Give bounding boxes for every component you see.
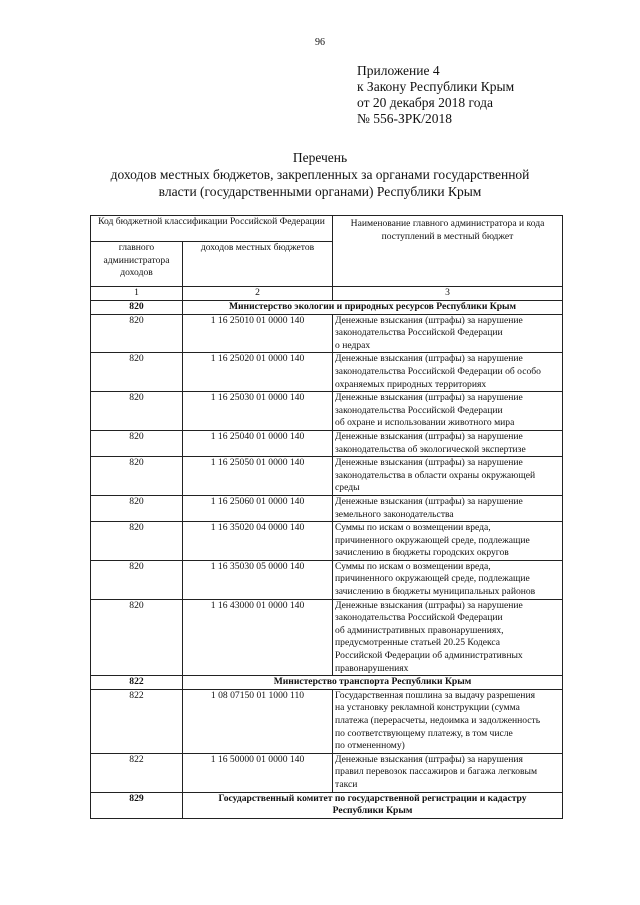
header-code-group: Код бюджетной классификации Российской Федерации [91, 216, 333, 242]
income-name-cell [333, 353, 563, 392]
appendix-block [357, 63, 514, 127]
income-name-line: Суммы по искам о возмещении вреда, [335, 560, 491, 572]
income-name-line: Российской Федерации об административных [335, 650, 523, 662]
table-row [91, 495, 563, 521]
income-name-cell [333, 314, 563, 353]
appendix-line: Приложение 4 [357, 63, 440, 78]
header-name: Наименование главного администратора и кода поступлений в местный бюджет [333, 216, 563, 287]
document-title [60, 149, 580, 200]
income-code-cell: 1 16 35020 04 0000 140 [183, 522, 333, 561]
income-name-line: Денежные взыскания (штрафы) за нарушения [335, 753, 523, 765]
admin-code-cell: 820 [91, 522, 183, 561]
income-name-line: причиненного окружающей среде, подлежащие [335, 573, 530, 585]
table-row [91, 353, 563, 392]
income-name-line: Денежные взыскания (штрафы) за нарушение [335, 314, 523, 326]
income-name-line: законодательства Российской Федерации [335, 612, 503, 624]
admin-code-cell: 820 [91, 314, 183, 353]
income-code-cell: 1 16 25010 01 0000 140 [183, 314, 333, 353]
income-name-cell [333, 689, 563, 753]
table-row [91, 689, 563, 753]
group-row [91, 792, 563, 818]
income-name-line: законодательства Российской Федерации об особо [335, 365, 541, 377]
group-name: Министерство экологии и природных ресурсов Республики Крым [183, 301, 563, 315]
table-row [91, 457, 563, 496]
admin-code-cell: 822 [91, 753, 183, 792]
income-name-line: правил перевозок пассажиров и багажа легковым [335, 766, 538, 778]
admin-code-cell: 822 [91, 689, 183, 753]
income-name-line: причиненного окружающей среде, подлежащие [335, 534, 530, 546]
income-name-line: правонарушениях [335, 662, 409, 674]
group-name [183, 792, 563, 818]
income-code-cell: 1 08 07150 01 1000 110 [183, 689, 333, 753]
header-admin: главного администратора доходов [91, 242, 183, 287]
income-name-cell [333, 392, 563, 431]
income-name-cell [333, 753, 563, 792]
admin-code-cell: 820 [91, 495, 183, 521]
title-line: Перечень [292, 150, 348, 165]
income-name-cell [333, 522, 563, 561]
group-code: 829 [91, 792, 183, 818]
income-name-line: такси [335, 778, 358, 790]
income-name-line: законодательства Российской Федерации [335, 404, 503, 416]
appendix-line: № 556-ЗРК/2018 [357, 111, 453, 126]
income-name-line: Суммы по искам о возмещении вреда, [335, 522, 491, 534]
table-row [91, 753, 563, 792]
income-name-line: по соответствующему платежу, в том числе [335, 727, 513, 739]
income-name-line: о недрах [335, 339, 371, 351]
table-row [91, 560, 563, 599]
income-name-line: Денежные взыскания (штрафы) за нарушение [335, 353, 523, 365]
income-code-cell: 1 16 25050 01 0000 140 [183, 457, 333, 496]
income-name-line: охраняемых природных территориях [335, 378, 487, 390]
income-code-cell: 1 16 25020 01 0000 140 [183, 353, 333, 392]
admin-code-cell: 820 [91, 599, 183, 676]
appendix-line: к Закону Республики Крым [357, 79, 515, 94]
income-name-line: Денежные взыскания (штрафы) за нарушение [335, 495, 523, 507]
income-table [90, 215, 563, 819]
income-code-cell: 1 16 25030 01 0000 140 [183, 392, 333, 431]
table-row [91, 599, 563, 676]
group-row [91, 301, 563, 315]
column-number: 2 [183, 287, 333, 301]
income-name-line: по отмененному) [335, 740, 405, 752]
income-name-line: зачислению в бюджеты городских округов [335, 547, 509, 559]
income-code-cell: 1 16 25060 01 0000 140 [183, 495, 333, 521]
admin-code-cell: 820 [91, 560, 183, 599]
income-name-line: Денежные взыскания (штрафы) за нарушение [335, 392, 523, 404]
income-name-line: Денежные взыскания (штрафы) за нарушение [335, 430, 523, 442]
admin-code-cell: 820 [91, 392, 183, 431]
income-name-line: об административных правонарушениях, [335, 624, 504, 636]
income-name-cell [333, 560, 563, 599]
income-name-cell [333, 599, 563, 676]
group-name-line: Государственный комитет по государственной регистрации и кадастру [218, 792, 527, 804]
income-code-cell: 1 16 35030 05 0000 140 [183, 560, 333, 599]
column-number: 3 [333, 287, 563, 301]
income-name-cell [333, 457, 563, 496]
group-code: 820 [91, 301, 183, 315]
income-name-line: на установку рекламной конструкции (сумма [335, 702, 520, 714]
income-name-line: Государственная пошлина за выдачу разрешения [335, 689, 535, 701]
income-code-cell: 1 16 43000 01 0000 140 [183, 599, 333, 676]
income-name-line: платежа (перерасчеты, недоимка и задолженность [335, 715, 541, 726]
table-header-row [91, 216, 563, 242]
income-name-line: Денежные взыскания (штрафы) за нарушение [335, 599, 523, 611]
table-row [91, 522, 563, 561]
admin-code-cell: 820 [91, 430, 183, 456]
column-number-row [91, 287, 563, 301]
income-name-line: законодательства в области охраны окружающей [335, 469, 536, 481]
admin-code-cell: 820 [91, 353, 183, 392]
income-code-cell: 1 16 25040 01 0000 140 [183, 430, 333, 456]
admin-code-cell: 820 [91, 457, 183, 496]
header-income: доходов местных бюджетов [183, 242, 333, 287]
appendix-line: от 20 декабря 2018 года [357, 95, 493, 110]
income-name-cell [333, 430, 563, 456]
income-name-line: об охране и использовании животного мира [335, 417, 515, 429]
income-name-line: среды [335, 482, 360, 494]
table-row [91, 392, 563, 431]
income-code-cell: 1 16 50000 01 0000 140 [183, 753, 333, 792]
income-name-line: Денежные взыскания (штрафы) за нарушение [335, 457, 523, 469]
column-number: 1 [91, 287, 183, 301]
income-name-line: зачислению в бюджеты муниципальных районов [335, 586, 536, 598]
income-name-line: предусмотренные статьей 20.25 Кодекса [335, 637, 501, 649]
group-name: Министерство транспорта Республики Крым [183, 676, 563, 690]
income-name-cell [333, 495, 563, 521]
title-line: доходов местных бюджетов, закрепленных за органами государственной [110, 167, 530, 182]
group-code: 822 [91, 676, 183, 690]
income-name-line: законодательства Российской Федерации [335, 327, 503, 339]
income-name-line: законодательства об экологической экспертизе [335, 443, 526, 455]
title-line: власти (государственными органами) Республики Крым [158, 184, 482, 199]
group-row [91, 676, 563, 690]
income-name-line: земельного законодательства [335, 508, 454, 520]
group-name-line: Республики Крым [332, 805, 413, 817]
page-number: 96 [315, 37, 325, 48]
table-row [91, 430, 563, 456]
table-row [91, 314, 563, 353]
